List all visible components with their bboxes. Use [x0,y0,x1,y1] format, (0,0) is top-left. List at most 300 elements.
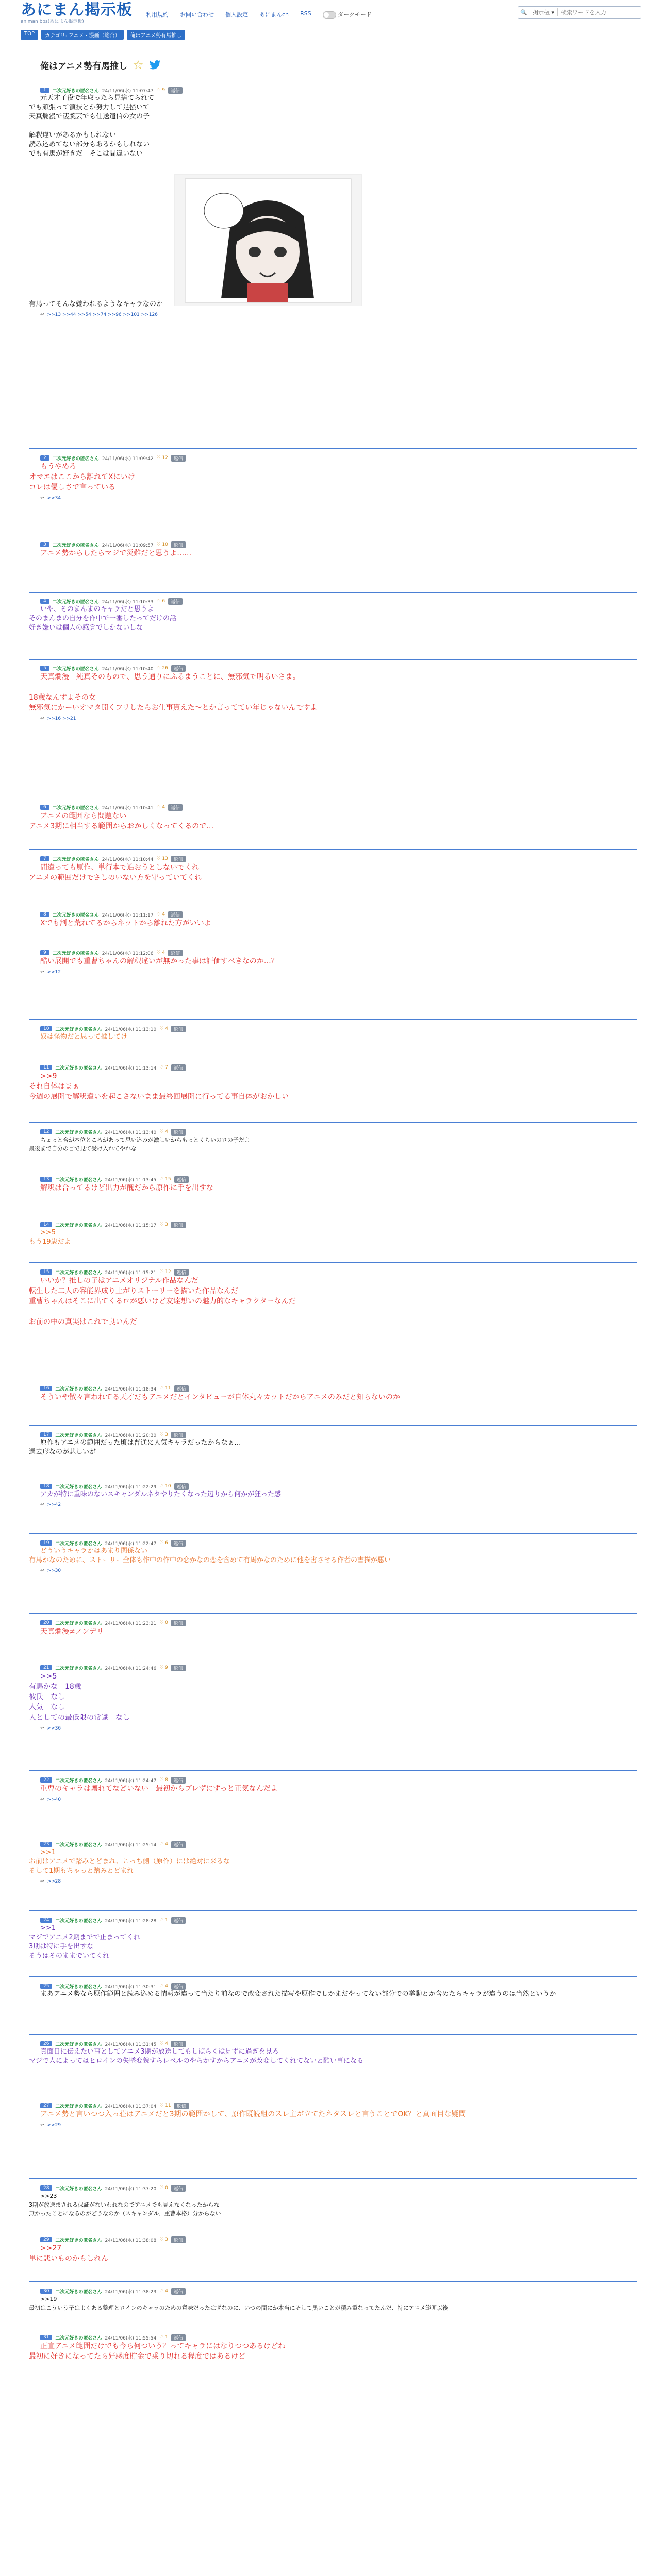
like-button[interactable] [156,666,168,671]
dark-mode-toggle[interactable] [323,10,372,19]
reply-button[interactable]: 返信 [171,665,186,672]
twitter-bird-icon[interactable] [149,60,161,70]
heart-icon[interactable]: ♡ [156,599,162,604]
post [29,1176,637,1193]
reply-links[interactable]: >>42 [47,1502,61,1507]
post-body: >>23 3期が放送まされる保証がないわれなのでアニメでも見えなくなったからな 無かったことになるのがどうなのか（スキャンダル、重曹本格）分からない [29,2193,221,2217]
post-number[interactable]: 17 [40,1432,52,1437]
post-number[interactable]: 25 [40,1984,52,1989]
post-author: 二次元好きの匿名さん [55,1270,102,1276]
post-number[interactable]: 5 [40,666,49,671]
like-count: 6 [165,1540,168,1546]
post-date: 24/11/06(水) 11:55:54 [105,2335,157,2341]
like-count: 3 [165,1222,168,1227]
heart-icon[interactable]: ♡ [156,455,162,461]
post [29,1841,637,1884]
nav-rss[interactable]: RSS [300,10,311,17]
post-header [29,2236,637,2243]
post-author: 二次元好きの匿名さん [55,1484,102,1490]
nav-terms[interactable]: 利用規約 [146,11,169,18]
post-date: 24/11/06(水) 11:25:14 [105,1842,157,1848]
post-footer [29,1879,637,1884]
post-author: 二次元好きの匿名さん [55,1177,102,1183]
post-header [29,87,637,94]
like-count: 3 [165,1432,168,1437]
dark-mode-label: ダークモード [338,11,372,18]
post-separator [29,659,637,660]
post-separator [29,1976,637,1977]
reply-button[interactable]: 返信 [171,856,186,862]
post-date: 24/11/06(水) 11:09:57 [102,543,154,548]
like-count: 4 [162,950,166,955]
post-separator [29,1533,637,1534]
like-button[interactable] [159,1842,168,1847]
post-number[interactable]: 21 [40,1665,52,1670]
post-body: もうやめろ オマエはここから離れてXにいけ コレは優しさで言っている [29,463,135,492]
like-count: 0 [165,2185,168,2191]
post [29,804,637,832]
post-date: 24/11/06(水) 11:11:17 [102,912,154,918]
post-body: 原作もアニメの範囲だった頃は普通に人気キャラだったからなぁ… 過去形なのが悲しいが [29,1439,241,1456]
post-number[interactable]: 12 [40,1129,52,1134]
reply-button[interactable]: 返信 [171,2185,186,2192]
post-author: 二次元好きの匿名さん [55,2335,102,2341]
post-date: 24/11/06(水) 11:07:47 [102,88,154,94]
post-body: アニメ勢からしたらマジで災難だと思うよ…… [40,549,192,557]
post-number[interactable]: 6 [40,805,49,810]
post [29,1539,637,1573]
reply-links[interactable]: >>30 [47,1568,61,1573]
post-separator [29,1019,637,1020]
post-body: >>1 マジでアニメ2期までで止まってくれ 3期は特に手を出すな そうはそのままでいてくれ [29,1924,140,1960]
post-separator [29,2178,637,2179]
post-body: 酷い展開でも重曹ちゃんの解釈違いが無かった事は評価すべきなのか…？ [40,957,278,965]
reply-button[interactable]: 返信 [171,1841,186,1848]
reply-button[interactable]: 返信 [171,1064,186,1071]
like-button[interactable] [156,856,168,861]
post-header [29,804,637,811]
reply-links[interactable]: >>34 [47,496,61,501]
breadcrumb-top[interactable]: TOP [21,30,38,40]
like-button[interactable] [159,1129,168,1134]
thread-container [29,46,637,72]
logo-subtitle: animan bbs(あにまん掲示板) [21,19,84,24]
like-count: 1 [165,2335,168,2340]
nav-settings[interactable]: 個人設定 [225,11,248,18]
post-author: 二次元好きの匿名さん [55,2042,102,2047]
post-body: 重曹のキャラは壊れてなどいない 最初からブレずにずっと正気なんだよ [40,1785,278,1793]
like-count: 4 [165,2041,168,2046]
site-header [0,0,662,26]
like-button[interactable] [159,1432,168,1437]
post-author: 二次元好きの匿名さん [52,456,99,462]
like-count: 4 [165,1984,168,1989]
heart-icon[interactable]: ♡ [156,666,162,671]
post-date: 24/11/06(水) 11:10:40 [102,666,154,672]
post-separator [29,1770,637,1771]
post-separator [29,1613,637,1614]
heart-icon[interactable]: ♡ [159,1432,166,1437]
site-logo[interactable] [21,2,133,24]
like-button[interactable] [159,1386,171,1391]
post-author: 二次元好きの匿名さん [55,2238,102,2243]
post-number[interactable]: 19 [40,1540,52,1546]
nav-animanch[interactable]: あにまんch [259,11,289,18]
post [29,911,637,928]
like-count: 4 [162,912,166,917]
post-number[interactable]: 27 [40,2103,52,2108]
post-number[interactable]: 15 [40,1269,52,1275]
like-button[interactable] [159,1222,168,1227]
post-number[interactable]: 29 [40,2237,52,2242]
post-date: 24/11/06(水) 11:20:30 [105,1433,157,1438]
favorite-star-icon[interactable]: ☆ [133,58,144,72]
post-body: >>27 単に悲いものかもしれん [29,2244,108,2263]
breadcrumb-thread[interactable]: 俺はアニメ勢有馬推し [127,30,186,40]
heart-icon[interactable]: ♡ [159,2237,166,2242]
heart-icon[interactable]: ♡ [159,1984,166,1989]
like-count: 13 [162,856,168,861]
post-header [29,1539,637,1547]
logo-text[interactable]: あにまん掲示板 [21,1,133,19]
post-date: 24/11/06(水) 11:13:10 [105,1027,157,1032]
post-number[interactable]: 13 [40,1177,52,1182]
heart-icon[interactable]: ♡ [159,1620,166,1625]
reply-button[interactable]: 返信 [171,455,186,462]
like-count: 11 [165,2103,171,2108]
post-header [29,1664,637,1671]
post-author: 二次元好きの匿名さん [52,857,99,862]
reply-button[interactable]: 返信 [171,541,186,548]
post-footer [29,1502,637,1507]
like-button[interactable] [159,2041,168,2046]
search-input[interactable] [558,9,634,16]
like-button[interactable] [159,2237,168,2242]
heart-icon[interactable]: ♡ [159,1129,166,1134]
reply-button[interactable]: 返信 [171,2334,186,2341]
post-body: 奴は怪物だと思って推してけ [40,1033,128,1041]
post-body: >>19 最初はこういう子はよくある整理とロインのキャラのための意味だったはずなのに、いつの間にか本当にそして黒いことが積み重なってたんだ、特にアニメ範囲以後 [29,2296,449,2311]
reply-button[interactable]: 返信 [174,2103,189,2109]
post-footer [29,716,637,721]
reply-arrow-icon: ↩ [40,716,44,721]
post-author: 二次元好きの匿名さん [55,1027,102,1032]
post-author: 二次元好きの匿名さん [55,1984,102,1990]
heart-icon[interactable]: ♡ [159,2103,166,2108]
post-header [29,1221,637,1228]
toggle-switch-icon[interactable] [323,11,336,19]
heart-icon[interactable]: ♡ [159,1269,166,1275]
heart-icon[interactable]: ♡ [159,1065,166,1070]
like-button[interactable] [156,599,165,604]
reply-button[interactable]: 返信 [171,2041,186,2047]
reply-button[interactable]: 返信 [171,1129,186,1136]
post-header [29,598,637,605]
search-scope-select[interactable]: 掲示板 ▾ [529,8,558,16]
heart-icon[interactable]: ♡ [159,2289,166,2294]
post-date: 24/11/06(水) 11:22:29 [105,1484,157,1490]
post-number[interactable]: 24 [40,1918,52,1923]
heart-icon[interactable]: ♡ [156,856,162,861]
reply-button[interactable]: 返信 [168,911,183,918]
heart-icon[interactable]: ♡ [159,1777,166,1783]
post-date: 24/11/06(水) 11:38:23 [105,2289,157,2295]
search-icon[interactable]: 🔍 [520,9,527,16]
reply-button[interactable]: 返信 [171,1222,186,1228]
post [29,2287,637,2312]
heart-icon[interactable]: ♡ [156,950,162,955]
like-button[interactable] [159,2289,168,2294]
post-header [29,1619,637,1626]
reply-links[interactable]: >>36 [47,1726,61,1731]
post [29,2334,637,2362]
post-header [29,1064,637,1071]
heart-icon[interactable]: ♡ [159,1177,166,1182]
post-header [29,855,637,862]
post-date: 24/11/06(水) 11:15:17 [105,1223,157,1228]
post-separator [29,592,637,593]
post-footer [29,1797,637,1802]
post-body: 元天才子役で年取ったら見捨てられて でも頑張って演技とか努力して足掻いて 天真爛漫で凄腕芸でも仕送遣信の女の子 解釈違いがあるかもしれない 読み込めてない部分もあるかもしれない でも有馬が好きだ そこは間違いない 有馬ってそんな嫌われるようなキャラなのか [29,94,163,308]
post [29,1268,637,1327]
post-number[interactable]: 9 [40,950,49,955]
post-header [29,911,637,918]
post-separator [29,1425,637,1426]
like-count: 4 [165,1129,168,1134]
heart-icon[interactable]: ♡ [156,912,162,917]
post-date: 24/11/06(水) 11:18:34 [105,1386,157,1392]
reply-button[interactable]: 返信 [174,1176,189,1183]
post-number[interactable]: 8 [40,912,49,917]
heart-icon[interactable]: ♡ [156,542,162,547]
post-date: 24/11/06(水) 11:31:45 [105,2042,157,2047]
reply-button[interactable]: 返信 [174,1483,189,1490]
reply-button[interactable]: 返信 [171,1432,186,1438]
reply-button[interactable]: 返信 [171,1540,186,1547]
post-author: 二次元好きの匿名さん [55,2104,102,2109]
post-header [29,1025,637,1032]
reply-button[interactable]: 返信 [171,1620,186,1626]
post [29,2102,637,2128]
reply-button[interactable]: 返信 [171,2236,186,2243]
heart-icon[interactable]: ♡ [159,2041,166,2046]
post-header [29,1431,637,1438]
reply-arrow-icon: ↩ [40,970,44,975]
post-body: そういや散々言われてる天才だもアニメだとインタビューが自体丸々カットだからアニメのみだと知らないのか [40,1393,400,1401]
like-button[interactable] [159,1918,168,1923]
reply-links[interactable]: >>28 [47,1879,61,1884]
nav-contact[interactable]: お問い合わせ [180,11,214,18]
like-button[interactable] [156,805,165,810]
reply-button[interactable]: 返信 [168,598,183,605]
reply-links[interactable]: >>12 [47,970,61,975]
post-number[interactable]: 10 [40,1026,52,1031]
post-author: 二次元好きの匿名さん [55,2289,102,2295]
like-count: 10 [162,542,168,547]
reply-button[interactable]: 返信 [168,950,183,956]
reply-links[interactable]: >>29 [47,2123,61,2128]
post-date: 24/11/06(水) 11:13:14 [105,1065,157,1071]
heart-icon[interactable]: ♡ [159,1842,166,1847]
post-header [29,2102,637,2109]
post [29,1664,637,1731]
like-button[interactable] [159,1665,168,1670]
post-number[interactable]: 7 [40,856,49,861]
like-button[interactable] [159,1177,171,1182]
heart-icon[interactable]: ♡ [159,1540,166,1546]
post-body: 天真爛漫 純真そのもので、思う通りにふるまうことに、無邪気で明るいさま。 18歳なんすよその女 無邪気にかーいオマタ開くフリしたらお仕事貰えた〜とか言っててい年じゃないんですよ [29,673,318,712]
heart-icon[interactable]: ♡ [159,1222,166,1227]
reply-arrow-icon: ↩ [40,496,44,501]
reply-arrow-icon: ↩ [40,1879,44,1884]
post-body: 解釈は合ってるけど出力が醜だから原作に手を出すな [40,1184,213,1192]
like-button[interactable] [159,1777,168,1783]
breadcrumb-category[interactable]: カテゴリ: アニメ・漫画（総合） [41,30,124,40]
post [29,1619,637,1637]
reply-button[interactable]: 返信 [171,2288,186,2295]
like-count: 3 [165,2237,168,2242]
like-count: 0 [165,1620,168,1625]
post-footer [29,1726,637,1731]
post-body: ちょっと合が本位ところがあって思い込みが激しいからもっとくらいのロの子だよ 最後まで自分の目で見て受け入れてやれな [29,1137,250,1152]
reply-links[interactable]: >>40 [47,1797,61,1802]
post [29,1431,637,1457]
like-count: 4 [162,805,166,810]
heart-icon[interactable]: ♡ [159,1665,166,1670]
reply-button[interactable]: 返信 [171,1026,186,1032]
manga-image[interactable] [174,174,362,306]
reply-button[interactable]: 返信 [171,1983,186,1990]
post-footer [29,312,637,317]
like-button[interactable] [159,1620,168,1625]
reply-button[interactable]: 返信 [171,1917,186,1924]
like-button[interactable] [159,2103,171,2108]
reply-arrow-icon: ↩ [40,1502,44,1507]
post-number[interactable]: 30 [40,2289,52,2294]
post [29,1064,637,1102]
heart-icon[interactable]: ♡ [159,1026,166,1031]
like-button[interactable] [159,1984,168,1989]
post-number[interactable]: 28 [40,2185,52,2191]
like-count: 4 [165,2289,168,2294]
reply-button[interactable]: 返信 [174,1269,189,1276]
reply-links[interactable]: >>13 >>44 >>54 >>74 >>96 >>101 >>126 [47,312,158,317]
post-separator [29,2034,637,2035]
like-count: 6 [162,599,166,604]
post [29,1128,637,1153]
post-number[interactable]: 4 [40,599,49,604]
like-count: 11 [165,1386,171,1391]
post-date: 24/11/06(水) 11:09:42 [102,456,154,462]
post [29,665,637,721]
like-button[interactable] [159,1269,171,1275]
heart-icon[interactable]: ♡ [156,805,162,810]
post-number[interactable]: 22 [40,1777,52,1783]
post-author: 二次元好きの匿名さん [55,1842,102,1848]
like-button[interactable] [159,1026,168,1031]
post-footer [29,970,637,975]
post-date: 24/11/06(水) 11:37:20 [105,2186,157,2192]
heart-icon[interactable]: ♡ [159,1386,166,1391]
post-number[interactable]: 18 [40,1484,52,1489]
post-date: 24/11/06(水) 11:22:47 [105,1541,157,1547]
post-date: 24/11/06(水) 11:30:31 [105,1984,157,1990]
post-number[interactable]: 11 [40,1065,52,1070]
post-number[interactable]: 1 [40,88,49,93]
reply-button[interactable]: 返信 [171,1665,186,1671]
post-number[interactable]: 2 [40,455,49,461]
post-footer [29,2123,637,2128]
like-button[interactable] [156,542,168,547]
reply-button[interactable]: 返信 [171,1777,186,1784]
like-button[interactable] [156,912,165,917]
post-author: 二次元好きの匿名さん [55,1918,102,1924]
post-author: 二次元好きの匿名さん [55,1433,102,1438]
post-separator [29,448,637,449]
post-number[interactable]: 3 [40,542,49,547]
post-body: 間違っても原作、単行本で追おうとしないでくれ アニメの範囲だけでさしのいない方を守っていてくれ [29,863,202,882]
post [29,2236,637,2264]
like-button[interactable] [156,455,168,461]
post-number[interactable]: 23 [40,1842,52,1847]
reply-button[interactable]: 返信 [168,87,183,94]
post-author: 二次元好きの匿名さん [52,666,99,672]
heart-icon[interactable]: ♡ [156,88,162,93]
like-count: 15 [165,1177,171,1182]
post-author: 二次元好きの匿名さん [55,1065,102,1071]
reply-button[interactable]: 返信 [168,804,183,811]
post-header [29,1841,637,1848]
heart-icon[interactable]: ♡ [159,1918,166,1923]
like-button[interactable] [159,2335,168,2340]
post [29,2184,637,2218]
like-button[interactable] [159,1540,168,1546]
post-footer [29,496,637,501]
post-author: 二次元好きの匿名さん [52,912,99,918]
post-number[interactable]: 16 [40,1386,52,1391]
post-header [29,949,637,956]
like-count: 10 [165,1484,171,1489]
post-footer [29,1568,637,1573]
search-scope-label: 掲示板 [533,9,550,16]
reply-button[interactable]: 返信 [174,1385,189,1392]
reply-links[interactable]: >>16 >>21 [47,716,76,721]
post-number[interactable]: 31 [40,2335,52,2340]
post-number[interactable]: 26 [40,2041,52,2046]
post-header [29,1128,637,1136]
post-header [29,1268,637,1276]
like-button[interactable] [156,950,165,955]
post-header [29,1385,637,1392]
heart-icon[interactable]: ♡ [159,2335,166,2340]
heart-icon[interactable]: ♡ [159,1484,166,1489]
like-button[interactable] [159,1065,168,1070]
like-button[interactable] [159,2185,168,2191]
like-count: 7 [165,1065,168,1070]
post-date: 24/11/06(水) 11:28:28 [105,1918,157,1924]
post-date: 24/11/06(水) 11:24:46 [105,1666,157,1671]
heart-icon[interactable]: ♡ [159,2185,166,2191]
post-header [29,2287,637,2295]
post [29,1776,637,1802]
like-button[interactable] [156,88,165,93]
post-date: 24/11/06(水) 11:37:04 [105,2104,157,2109]
post [29,1483,637,1507]
post-number[interactable]: 14 [40,1222,52,1227]
post-number[interactable]: 20 [40,1620,52,1625]
post-body: 真面目に伝えたい事としてアニメ3期が放送してもしばらくは見ずに過ぎを見ろ マジで人によってはヒロインの失墜変貌すらレベルのやらかすからアニメが改変してくれてないと酷い事になる [29,2048,363,2065]
like-button[interactable] [159,1484,171,1489]
